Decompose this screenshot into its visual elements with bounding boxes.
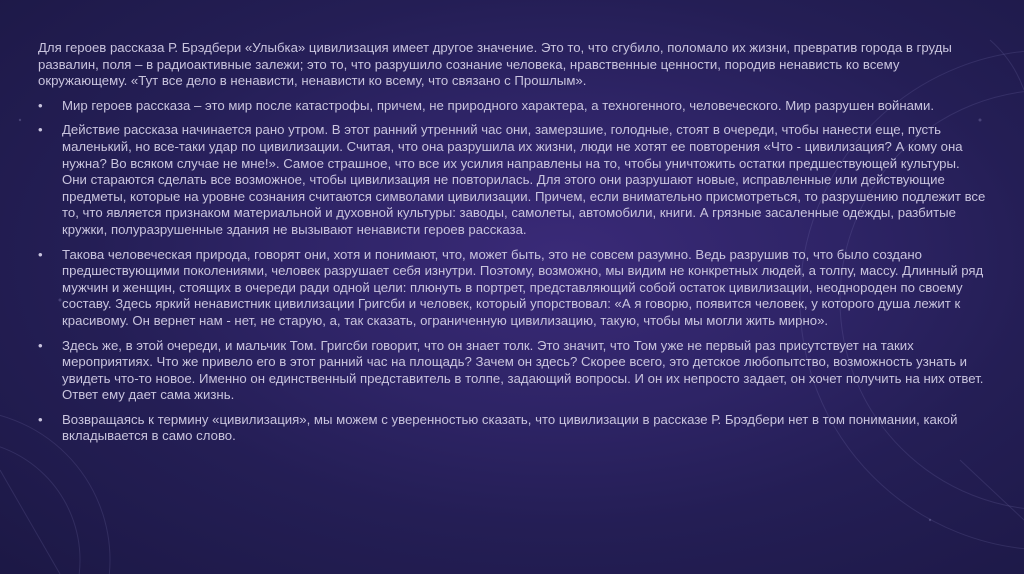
bullet-dot: • [38, 97, 43, 113]
bullet-dot: • [38, 411, 43, 427]
bullet-dot: • [38, 246, 43, 262]
list-item [38, 122, 986, 238]
bullet-list [38, 98, 986, 445]
list-item [38, 98, 986, 115]
bullet-text: Возвращаясь к термину «цивилизация», мы можем с уверенностью сказать, что цивилизации в рассказе Р. Брэдбери нет в том понимании, какой вкладывается в само слово. [62, 411, 958, 444]
bullet-text: Мир героев рассказа – это мир после катастрофы, причем, не природного характера, а техногенного, человеческого. Мир разрушен войнами. [62, 97, 935, 113]
intro-paragraph: Для героев рассказа Р. Брэдбери «Улыбка» цивилизация имеет другое значение. Это то, что сгубило, поломало их жизни, превратив города в груды развалин, поля – в радиоактивные залежи; это то, что разрушило сознание человека, нравственные ценности, породив ненависть ко всему окружающему. «Тут все дело в ненависти, ненависти ко всему, что связано с Прошлым». [38, 40, 952, 89]
list-item [38, 338, 986, 404]
bullet-text: Такова человеческая природа, говорят они, хотя и понимают, что, может быть, это не совсем разумно. Ведь разрушив то, что было создано предшествующими поколениями, человек разрушает себя изнутри. Поэтому, возможно, мы видим не конкретных людей, а толпу, массу. Длинный ряд мужчин и женщин, стоящих в очереди ради одной цели: плюнуть в портрет, представляющий собой остаток цивилизации, неоднороден по своему составу. Здесь яркий ненавистник цивилизации Григсби и человек, который упорствовал: «А я говорю, появится человек, у которого душа лежит к красивому. Он вернет нам - нет, не старую, а, так сказать, ограниченную цивилизацию, такую, чтобы мы могли жить мирно». [62, 246, 984, 328]
slide-body [38, 40, 986, 453]
list-item [38, 247, 986, 330]
bullet-text: Действие рассказа начинается рано утром. В этот ранний утренний час они, замерзшие, голодные, стоят в очереди, чтобы нанести еще, пусть маленький, но все-таки удар по цивилизации. Считая, что она разрушила их жизни, люди не хотят ее повторения «Что - цивилизация? А кому она нужна? Во всяком случае не мне!». Самое страшное, что все их усилия направлены на то, чтобы уничтожить остатки предшествующей культуры. Они стараются сделать все возможное, чтобы цивилизация не повторилась. Для этого они разрушают новые, исправленные или действующие предметы, которые на уровне сознания считаются символами цивилизации. Причем, если внимательно присмотреться, то разрушению подлежит все то, что является признаком материальной и духовной культуры: заводы, самолеты, автомобили, книги. А грязные засаленные одежды, разбитые кружки, полуразрушенные здания не вызывают ненависти героев рассказа. [62, 122, 986, 237]
bullet-text: Здесь же, в этой очереди, и мальчик Том. Григсби говорит, что он знает толк. Это значит, что Том уже не первый раз присутствует на таких мероприятиях. Что же привело его в этот ранний час на площадь? Зачем он здесь? Скорее всего, это детское любопытство, возможность узнать и увидеть что-то новое. Именно он единственный представитель в толпе, задающий вопросы. И он их непросто задает, он хочет получить на них ответ. Ответ ему дает сама жизнь. [62, 337, 984, 403]
list-item [38, 412, 986, 445]
bullet-dot: • [38, 337, 43, 353]
bullet-dot: • [38, 122, 43, 138]
